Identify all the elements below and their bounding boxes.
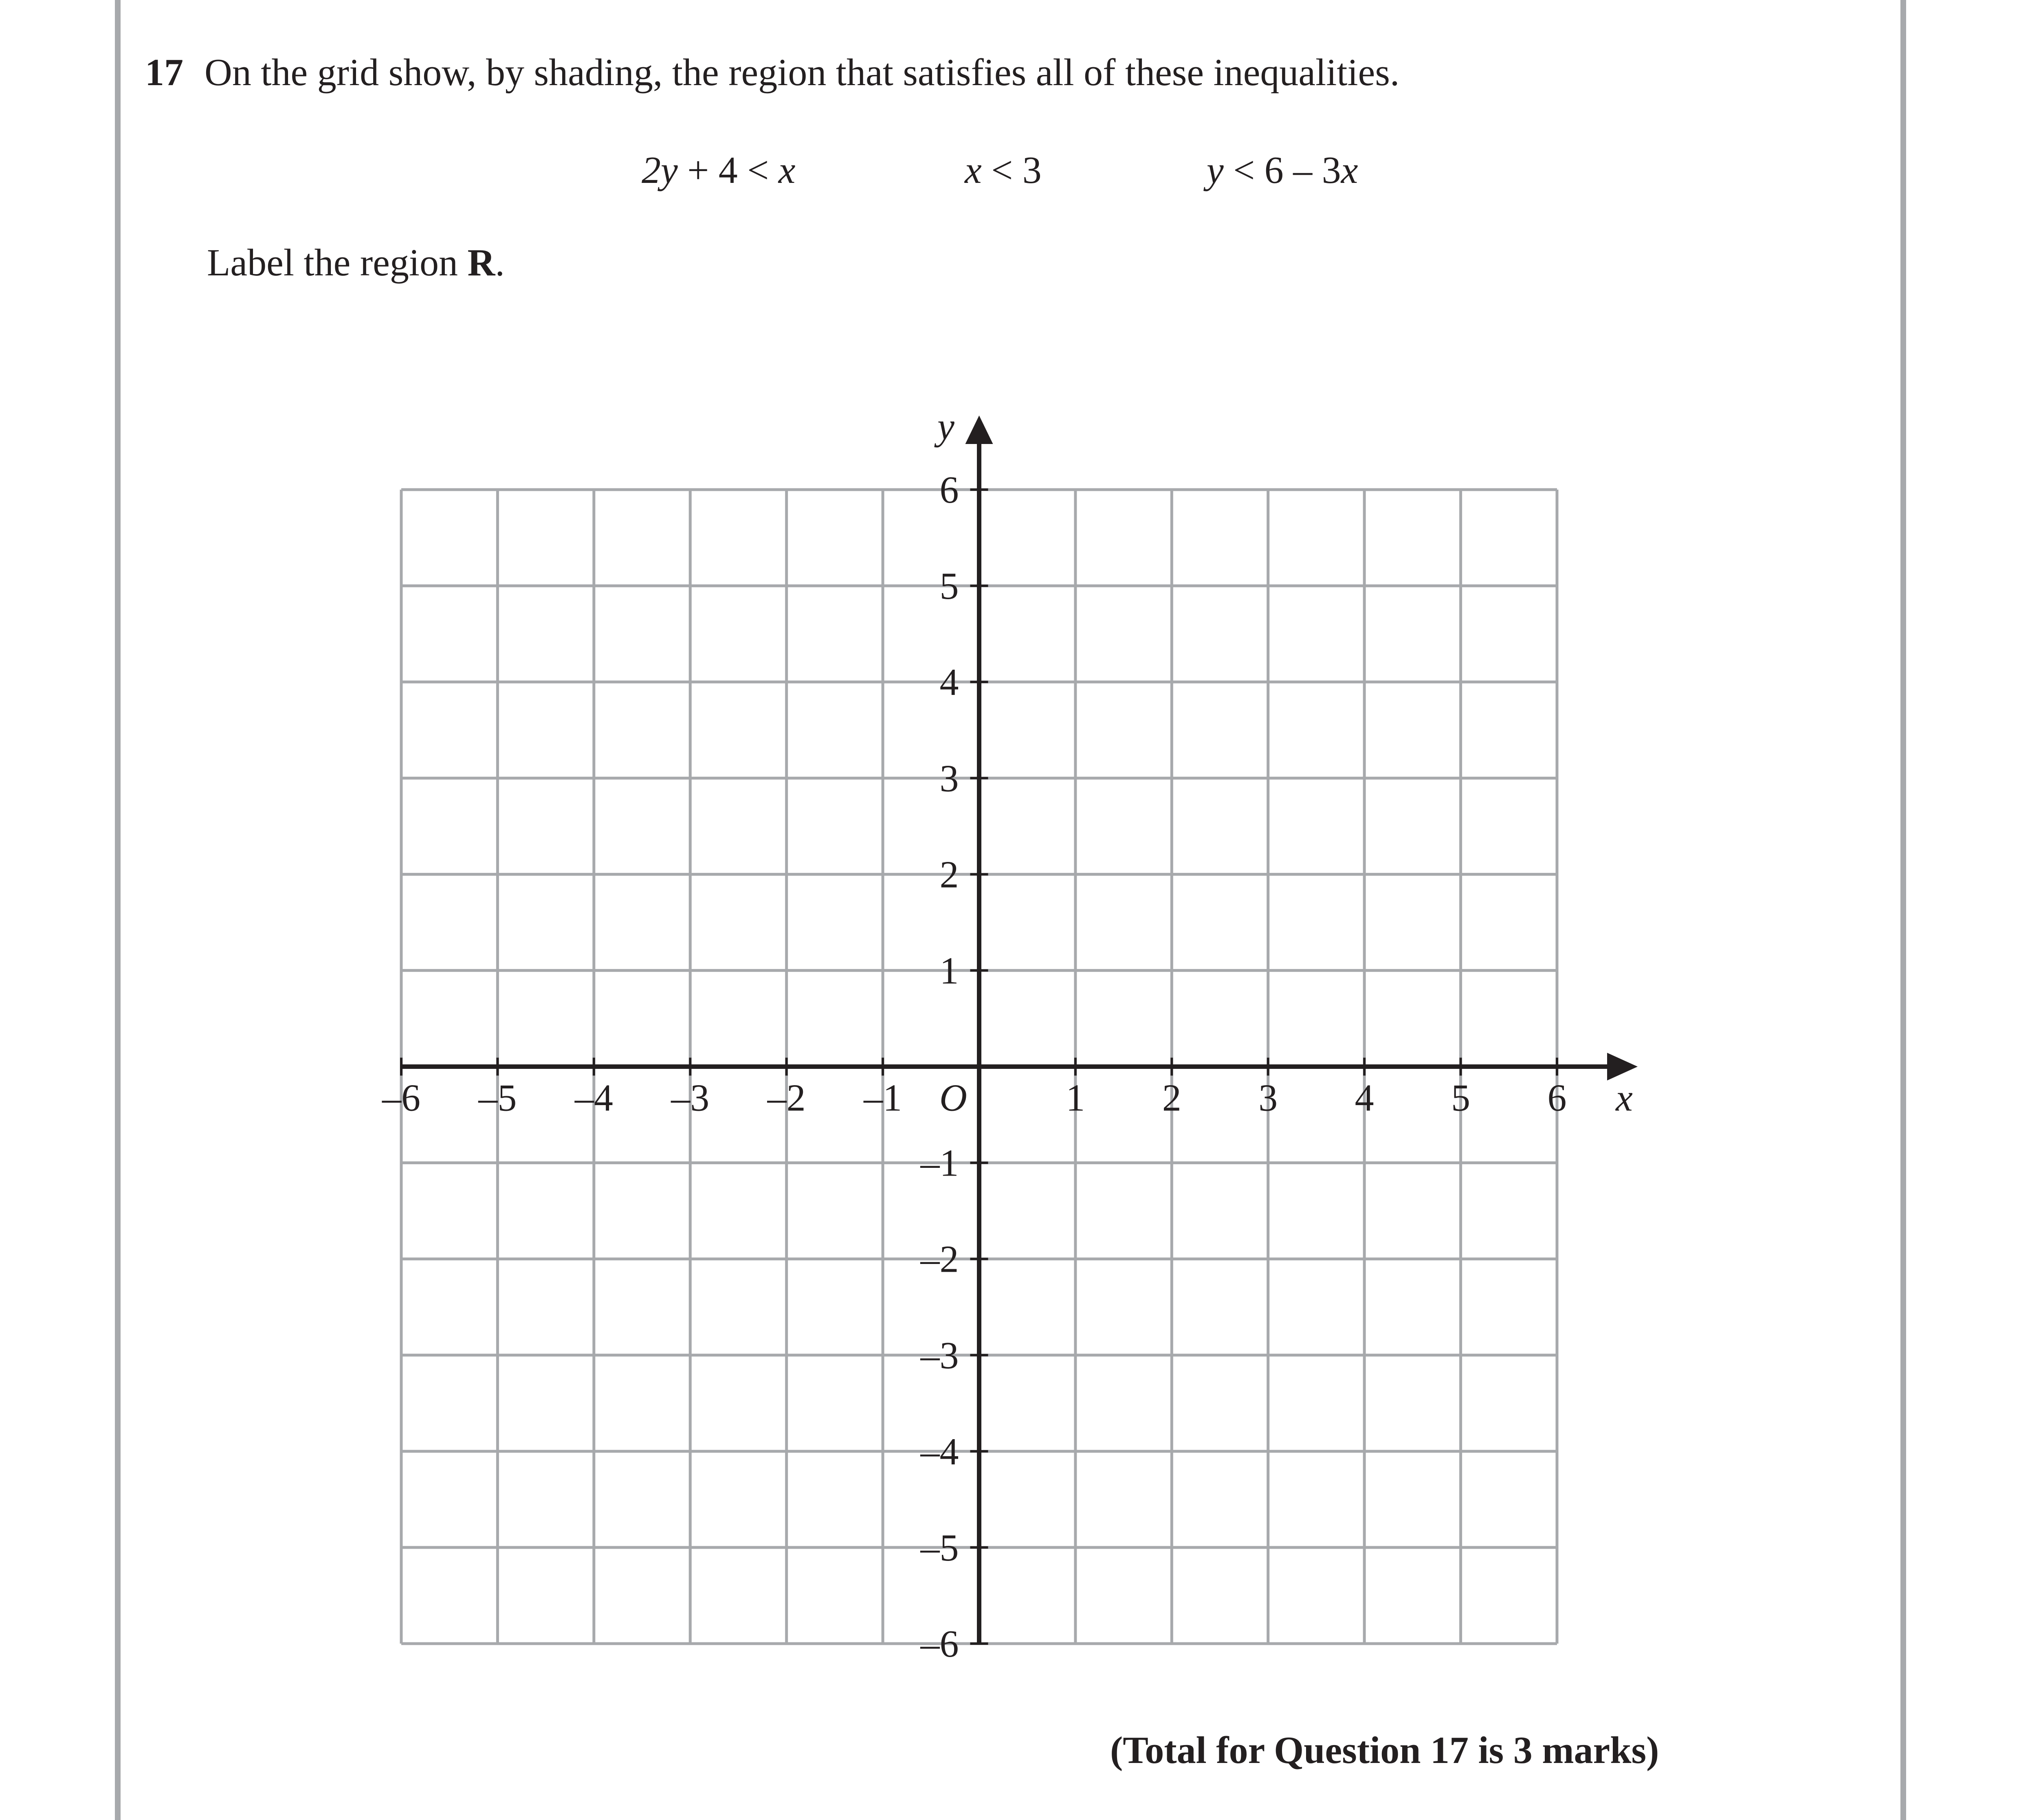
x-tick-label: 4 bbox=[1355, 1077, 1374, 1119]
x-tick-label: –4 bbox=[574, 1077, 613, 1119]
inequality-2: x < 3 bbox=[965, 149, 1042, 191]
x-tick-label: 1 bbox=[1066, 1077, 1085, 1119]
x-tick-label: –2 bbox=[767, 1077, 806, 1119]
x-tick-label: 2 bbox=[1162, 1077, 1181, 1119]
y-tick-label: 3 bbox=[939, 757, 959, 800]
question-number: 17 bbox=[145, 51, 183, 94]
y-tick-label: 5 bbox=[939, 565, 959, 608]
question-text: On the grid show, by shading, the region that satisfies all of these inequalities. bbox=[205, 51, 1400, 94]
question-total: (Total for Question 17 is 3 marks) bbox=[1110, 1729, 1659, 1772]
x-tick-label: –1 bbox=[864, 1077, 902, 1119]
x-tick-label: –6 bbox=[382, 1077, 420, 1119]
x-tick-label: –3 bbox=[671, 1077, 710, 1119]
axis-labels bbox=[934, 405, 1633, 1119]
inequality-1: 2y + 4 < x bbox=[642, 149, 796, 191]
y-tick-label: 6 bbox=[939, 469, 959, 511]
y-tick-label: 1 bbox=[939, 950, 959, 992]
y-axis-arrow bbox=[965, 415, 993, 444]
origin-label: O bbox=[939, 1077, 967, 1119]
inequality-3: y < 6 – 3x bbox=[1207, 149, 1358, 191]
x-axis-label: x bbox=[1616, 1077, 1633, 1119]
label-instruction-prefix: Label the region bbox=[207, 242, 468, 284]
label-instruction-suffix: . bbox=[495, 242, 505, 284]
y-tick-label: –4 bbox=[920, 1430, 959, 1473]
y-axis-label: y bbox=[937, 405, 954, 448]
x-tick-label: –5 bbox=[478, 1077, 517, 1119]
y-tick-label: –3 bbox=[920, 1334, 959, 1377]
x-tick-label: 6 bbox=[1547, 1077, 1567, 1119]
y-tick-label: –2 bbox=[920, 1238, 959, 1281]
axes bbox=[401, 415, 1638, 1644]
region-label: R bbox=[467, 242, 495, 284]
y-tick-label: –1 bbox=[920, 1142, 959, 1185]
y-tick-label: 4 bbox=[939, 661, 959, 704]
y-tick-label: –5 bbox=[920, 1526, 959, 1569]
y-tick-label: –6 bbox=[920, 1623, 959, 1665]
x-tick-label: 3 bbox=[1258, 1077, 1278, 1119]
x-tick-label: 5 bbox=[1451, 1077, 1471, 1119]
y-tick-label: 2 bbox=[939, 853, 959, 896]
x-axis-arrow bbox=[1607, 1053, 1638, 1081]
